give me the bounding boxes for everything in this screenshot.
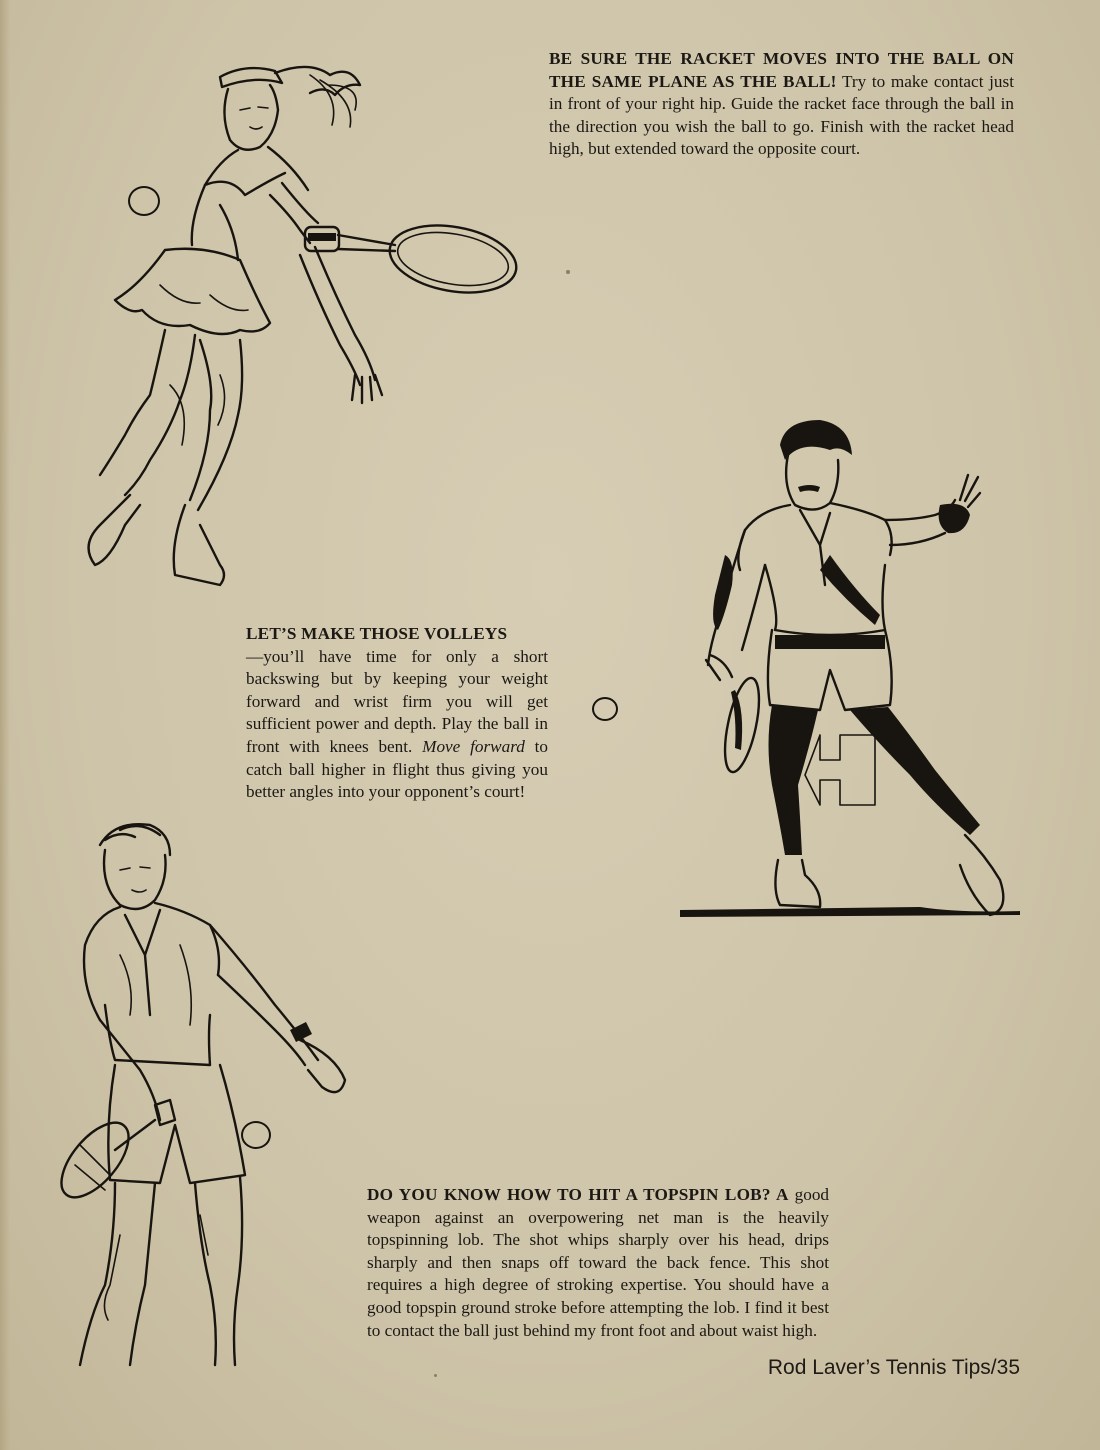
volleys-emphasis: Move forward [422,736,525,756]
topspin-lob-heading: DO YOU KNOW HOW TO HIT A TOPSPIN LOB? A [367,1185,789,1204]
volleys-tip [246,623,548,804]
woman-forehand-illustration [70,55,530,605]
paper-speck [566,270,570,274]
topspin-lob-tip [367,1184,829,1342]
page-footer: Rod Laver’s Tennis Tips/35 [767,1356,1020,1379]
paper-speck [434,1374,437,1377]
man-topspin-lob-illustration [60,815,360,1370]
racket-plane-tip [549,48,1014,161]
tennis-ball-1 [128,186,160,216]
volleys-heading: LET’S MAKE THOSE VOLLEYS [246,624,508,643]
tennis-ball-3 [241,1121,271,1149]
topspin-lob-body: good weapon against an overpowering net man is the heavily topspinning lob. The shot whips sharply over his head, drips sharply and then snaps off toward the back fence. This shot requires a high degree of stroking expertise. You should have a good topspin ground stroke before attempting the lob. I find it best to contact the ball just behind my front foot and about waist high. [367,1185,830,1340]
man-volley-illustration [680,415,1020,925]
tennis-ball-2 [592,697,618,721]
volleys-body-start: —you’ll have time for only a short backswing but by keeping your weight forward and wrist firm you will get sufficient power and depth. Play the ball in front with knees bent. [246,646,548,756]
racket-plane-heading: BE SURE THE RACKET MOVES INTO THE BALL ON THE SAME PLANE AS THE BALL! [549,49,1014,91]
racket-plane-body: Try to make contact just in front of your right hip. Guide the racket face through the ball in the direction you wish the ball to go. Finish with the racket head high, but extended toward the opposite court. [549,71,1014,159]
volleys-body-end: to catch ball higher in flight thus giving you better angles into your opponent’s court! [246,736,548,802]
page-gutter-shadow [0,0,10,1450]
